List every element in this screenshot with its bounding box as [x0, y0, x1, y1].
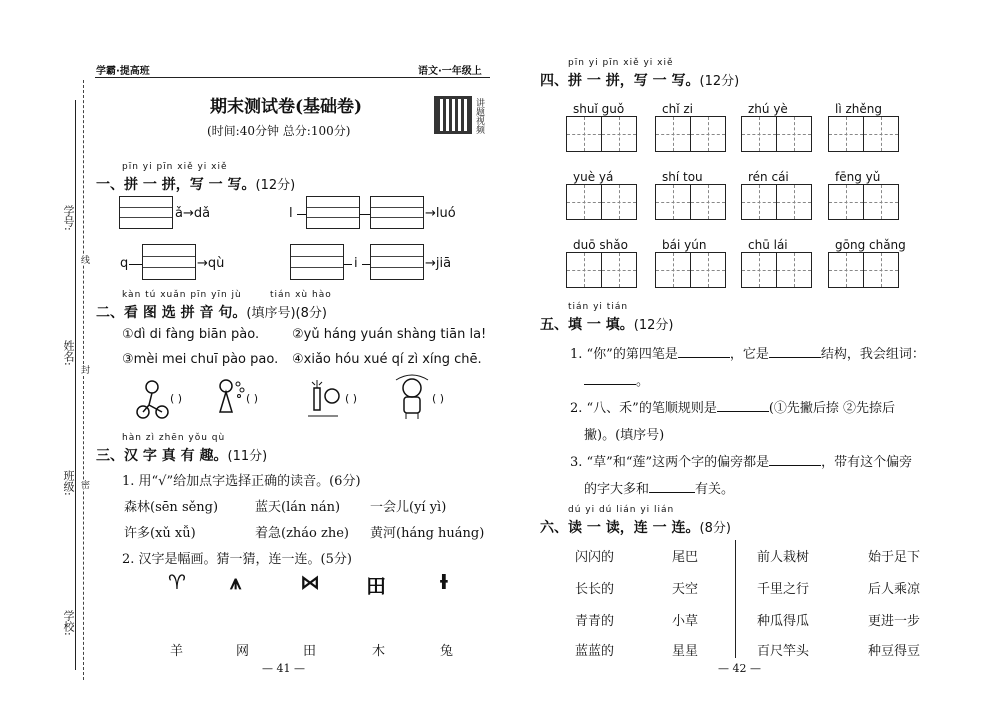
s5-title: 五、填 一 填。(12分): [540, 317, 674, 333]
binding-class-label: 班级:: [62, 470, 75, 496]
s2-sentence-3: ③mèi mei chuī pào pao.: [122, 352, 279, 367]
s1-pinyin: pīn yi pīn xiě yi xiě: [122, 162, 228, 172]
s3-char-5[interactable]: 兔: [440, 644, 454, 659]
s5-blank-6[interactable]: [649, 481, 695, 493]
write-cell[interactable]: [741, 116, 777, 152]
write-cell[interactable]: [566, 184, 602, 220]
s2-answer-3[interactable]: ( ): [345, 392, 358, 405]
s2-sentence-2: ②yǔ háng yuán shàng tiān la!: [292, 327, 487, 342]
s3-char-2[interactable]: 网: [236, 644, 250, 659]
write-cell[interactable]: [601, 184, 637, 220]
write-cell[interactable]: [690, 116, 726, 152]
s1-connector-line: [129, 264, 142, 265]
s6-col3-item[interactable]: 千里之行: [757, 582, 810, 597]
s2-answer-1[interactable]: ( ): [170, 392, 183, 405]
binding-line-mark: 线: [79, 255, 89, 264]
binding-seal-mark: 封: [79, 365, 89, 374]
s1-item-3: →luó: [425, 206, 456, 221]
binding-solid-line: [75, 100, 76, 670]
s6-col2-item[interactable]: 天空: [672, 582, 699, 597]
page-number-left: — 41 —: [262, 662, 305, 675]
write-cell[interactable]: [566, 116, 602, 152]
s4-word-pinyin: fēng yǔ: [835, 170, 881, 184]
s4-writing-grid: [828, 184, 897, 220]
write-cell[interactable]: [863, 184, 899, 220]
s1-box-6[interactable]: [370, 244, 424, 280]
s6-col4-item[interactable]: 后人乘凉: [868, 582, 921, 597]
s2-pinyin: kàn tú xuǎn pīn yīn jù: [122, 290, 242, 300]
s3-word-1[interactable]: 森林(sēn sěng): [124, 500, 219, 515]
s4-writing-grid: [655, 116, 724, 152]
write-cell[interactable]: [776, 252, 812, 288]
s3-word-2[interactable]: 蓝天(lán nán): [255, 500, 341, 515]
s4-writing-grid: [655, 252, 724, 288]
s1-item-2: l: [289, 206, 293, 221]
write-cell[interactable]: [601, 252, 637, 288]
s2-answer-2[interactable]: ( ): [246, 392, 259, 405]
qr-label: 讲题视频: [474, 98, 484, 134]
s5-blank-4[interactable]: [717, 400, 769, 412]
s5-pinyin: tián yi tián: [568, 302, 629, 312]
monkey-bike-image: [135, 378, 169, 420]
binding-school-label: 学校:: [62, 610, 75, 636]
ancient-glyph-1[interactable]: ♈: [168, 570, 186, 594]
s4-pinyin: pīn yi pīn xiě yi xiě: [568, 58, 674, 68]
s5-blank-3[interactable]: [584, 373, 636, 385]
s2-sentence-4: ④xiǎo hóu xué qí zì xíng chē.: [292, 352, 482, 367]
brand-logo: 学霸·提高班: [96, 66, 150, 77]
write-cell[interactable]: [690, 252, 726, 288]
s1-box-3[interactable]: [370, 196, 424, 229]
page-title: 期末测试卷(基础卷): [210, 97, 363, 117]
s3-question-2: 2. 汉字是幅画。猜一猜，连一连。(5分): [122, 552, 352, 567]
s3-word-4[interactable]: 许多(xǔ xǚ): [124, 526, 196, 541]
s4-word-pinyin: zhú yè: [748, 102, 788, 116]
write-cell[interactable]: [566, 252, 602, 288]
s5-question-3-line2: 的字大多和 有关。: [584, 482, 735, 497]
s2-pinyin-2: tián xù hào: [270, 290, 332, 300]
binding-secret-mark: 密: [79, 480, 89, 489]
s5-blank-2[interactable]: [769, 346, 821, 358]
s3-pinyin: hàn zì zhēn yǒu qù: [122, 433, 226, 443]
s4-word-pinyin: lì zhěng: [835, 102, 882, 116]
binding-number-label: 学号:: [62, 205, 75, 231]
write-cell[interactable]: [863, 116, 899, 152]
s4-writing-grid: [741, 252, 810, 288]
s3-word-3[interactable]: 一会儿(yí yì): [370, 500, 447, 515]
binding-name-label: 姓名:: [62, 340, 75, 366]
s3-question-1: 1. 用“√”给加点字选择正确的读音。(6分): [122, 474, 361, 489]
s2-answer-4[interactable]: ( ): [432, 392, 445, 405]
binding-dashed-line: [83, 80, 84, 680]
s4-writing-grid: [828, 252, 897, 288]
write-cell[interactable]: [741, 184, 777, 220]
s4-word-pinyin: rén cái: [748, 170, 789, 184]
write-cell[interactable]: [776, 116, 812, 152]
s6-divider: [735, 540, 736, 658]
s3-char-4[interactable]: 木: [372, 644, 386, 659]
write-cell[interactable]: [863, 252, 899, 288]
s4-word-pinyin: shí tou: [662, 170, 703, 184]
write-cell[interactable]: [776, 184, 812, 220]
s6-col1-item[interactable]: 青青的: [575, 614, 615, 629]
s2-sentence-1: ①dì di fàng biān pào.: [122, 327, 260, 342]
s1-box-1[interactable]: [119, 196, 173, 229]
s1-connector-line: [344, 264, 352, 265]
s4-title: 四、拼 一 拼，写 一 写。(12分): [540, 73, 740, 89]
s6-col2-item[interactable]: 尾巴: [672, 550, 699, 565]
header-rule: [95, 77, 490, 78]
s1-box-2[interactable]: [306, 196, 360, 229]
girl-bubbles-image: [212, 376, 246, 422]
firecracker-image: [304, 376, 344, 422]
page-subtitle: (时间:40分钟 总分:100分): [207, 124, 351, 138]
s2-title: 二、看 图 选 拼 音 句。(填序号)(8分): [96, 305, 327, 321]
s5-blank-1[interactable]: [678, 346, 730, 358]
s5-question-1-line2: 。: [584, 370, 649, 389]
s6-col3-item[interactable]: 种瓜得瓜: [757, 614, 810, 629]
s3-word-5[interactable]: 着急(zháo zhe): [255, 526, 349, 541]
s1-box-5[interactable]: [290, 244, 344, 280]
s1-item-5: →qù: [197, 256, 225, 271]
s5-question-2-line2: 撇)。(填序号): [584, 428, 665, 443]
s4-word-pinyin: gōng chǎng: [835, 238, 906, 252]
s6-pinyin: dú yi dú lián yi lián: [568, 505, 675, 515]
ancient-glyph-4[interactable]: 田: [366, 574, 386, 598]
write-cell[interactable]: [655, 116, 691, 152]
s6-col2-item[interactable]: 星星: [672, 644, 699, 659]
s3-word-6[interactable]: 黄河(háng huáng): [370, 526, 485, 541]
s6-col1-item[interactable]: 蓝蓝的: [575, 644, 615, 659]
ancient-glyph-2[interactable]: ⩚: [230, 570, 242, 594]
s5-blank-5[interactable]: [769, 454, 821, 466]
s4-writing-grid: [566, 184, 635, 220]
s1-item-4: q: [120, 256, 129, 271]
s4-writing-grid: [566, 116, 635, 152]
s4-word-pinyin: chū lái: [748, 238, 788, 252]
s1-box-4[interactable]: [142, 244, 196, 280]
s3-char-3[interactable]: 田: [303, 644, 317, 659]
s6-col1-item[interactable]: 长长的: [575, 582, 615, 597]
s1-item-1: ǎ→dǎ: [175, 206, 211, 221]
s3-char-1[interactable]: 羊: [170, 644, 184, 659]
write-cell[interactable]: [828, 252, 864, 288]
s4-writing-grid: [655, 184, 724, 220]
s4-writing-grid: [566, 252, 635, 288]
s1-title: 一、拼 一 拼，写 一 写。(12分): [96, 177, 296, 193]
s6-col4-item[interactable]: 种豆得豆: [868, 644, 921, 659]
write-cell[interactable]: [655, 184, 691, 220]
write-cell[interactable]: [828, 116, 864, 152]
s6-col3-item[interactable]: 前人栽树: [757, 550, 810, 565]
s4-word-pinyin: bái yún: [662, 238, 707, 252]
s3-title: 三、汉 字 真 有 趣。(11分): [96, 448, 268, 464]
write-cell[interactable]: [601, 116, 637, 152]
s6-col3-item[interactable]: 百尺竿头: [757, 644, 810, 659]
s1-item-7: →jiā: [425, 256, 452, 271]
subject-label: 语文·一年级上: [418, 66, 482, 77]
write-cell[interactable]: [741, 252, 777, 288]
s6-col2-item[interactable]: 小草: [672, 614, 699, 629]
s1-item-6: i: [354, 256, 358, 271]
s6-col4-item[interactable]: 更进一步: [868, 614, 921, 629]
page-number-right: — 42 —: [718, 662, 761, 675]
qr-code: [434, 96, 472, 134]
s6-title: 六、读 一 读，连 一 连。(8分): [540, 520, 731, 536]
ancient-glyph-5[interactable]: Ɨ: [440, 570, 448, 594]
s4-writing-grid: [741, 116, 810, 152]
write-cell[interactable]: [655, 252, 691, 288]
s4-writing-grid: [741, 184, 810, 220]
s5-question-2: 2. “八、禾”的笔顺规则是 (①先撇后捺 ②先捺后: [570, 401, 896, 416]
write-cell[interactable]: [828, 184, 864, 220]
write-cell[interactable]: [690, 184, 726, 220]
s6-col4-item[interactable]: 始于足下: [868, 550, 921, 565]
s1-connector-line: [362, 264, 370, 265]
ancient-glyph-3[interactable]: ⋈: [300, 570, 320, 594]
s4-word-pinyin: duō shǎo: [573, 238, 628, 252]
s4-word-pinyin: shuǐ guǒ: [573, 102, 625, 116]
s5-question-3: 3. “草”和“莲”这两个字的偏旁都是 ，带有这个偏旁: [570, 455, 913, 470]
s5-question-1: 1. “你”的第四笔是 ，它是 结构，我会组词：: [570, 347, 925, 362]
s6-col1-item[interactable]: 闪闪的: [575, 550, 615, 565]
s4-word-pinyin: chǐ zi: [662, 102, 693, 116]
s4-word-pinyin: yuè yá: [573, 170, 614, 184]
astronaut-image: [392, 374, 432, 422]
s4-writing-grid: [828, 116, 897, 152]
